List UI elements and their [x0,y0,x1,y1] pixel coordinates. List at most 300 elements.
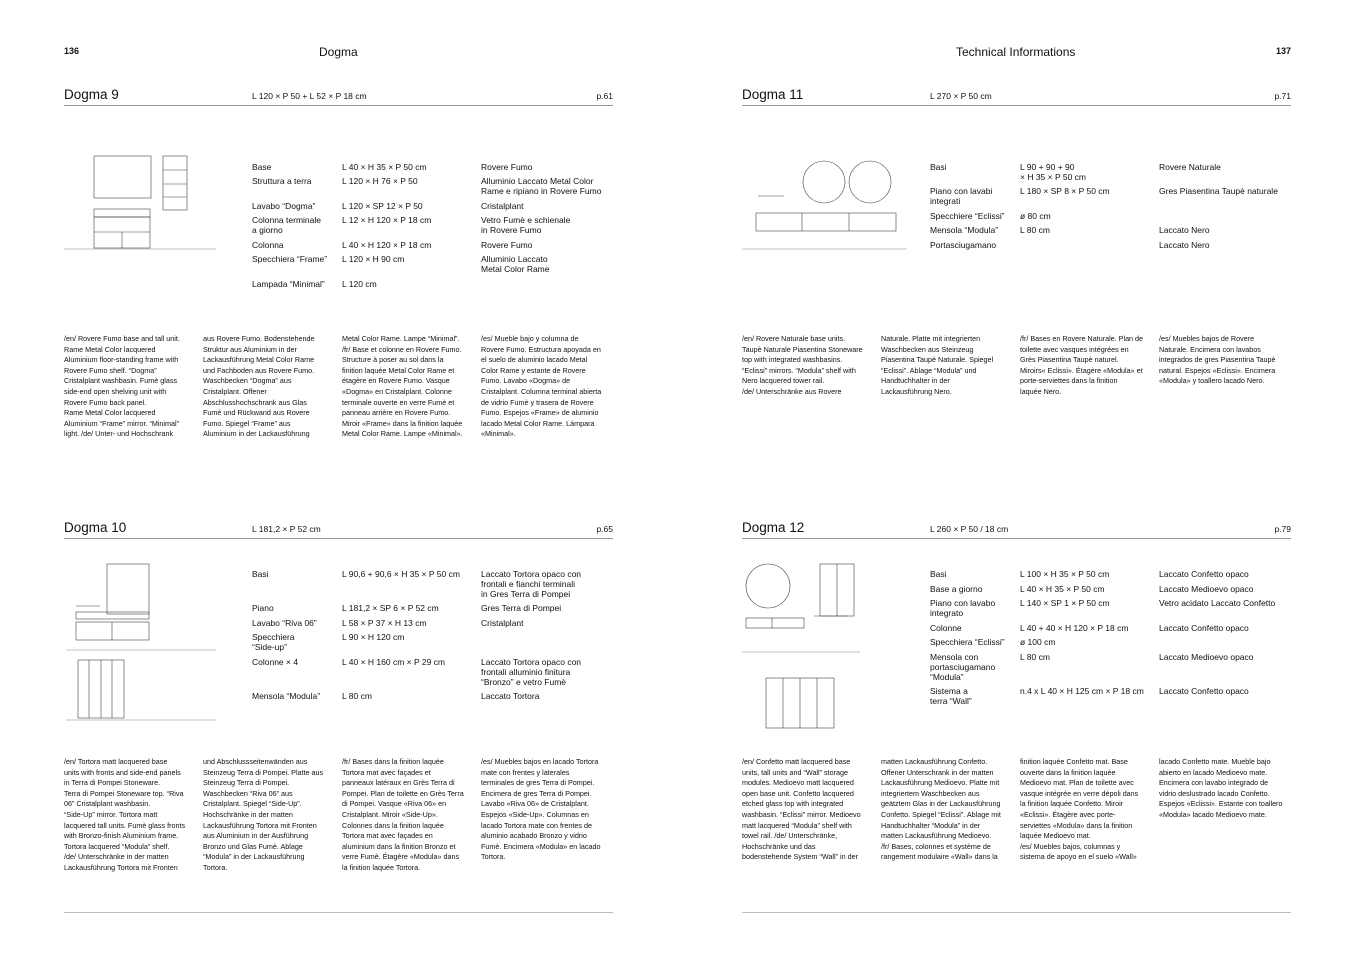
spec-name-line: Mensola con [930,652,979,662]
description-line: Handtuchhalter “Modula” in der [881,820,981,830]
description-line: Rame Metal Color lacquered [64,344,156,354]
description-line: Steinzeug Terra di Pompei. [203,778,290,788]
description-line: Fumo. Lavabo «Dogma» de [481,376,571,386]
description-line: geätztem Glas in der Lackausführung [881,799,1001,809]
spec-name [930,240,1018,250]
spec-name-line: Mensola “Modula” [252,691,321,701]
spec-finish-line: Rovere Naturale [1159,162,1221,172]
spec-finish-line: Alluminio Laccato [481,254,548,264]
description-line: panneau arrière en Rovere Fumo. [342,408,451,418]
spec-name [252,254,340,264]
description-line: /fr/ Bases dans la finition laquée [342,757,444,766]
section-page-ref: p.79 [1274,524,1291,534]
spec-name [930,686,1018,706]
spec-name [930,225,1018,235]
spec-finish [481,254,616,274]
spec-finish-line: Gres Piasentina Taupè naturale [1159,186,1278,196]
spec-name-line: a giorno [252,225,283,235]
spec-size-line: L 90 + 90 + 90 [1020,162,1075,172]
dogma-11-drawing [742,153,912,253]
description-line: «Eclissi». Étagère avec porte- [1020,809,1116,819]
description-line: lacquered tall units. Fumè glass fronts [64,820,186,830]
description-line: side-end open shelving unit with [64,386,167,396]
description-line: “Eclissi” mirrors. “Modula” shelf with [742,365,856,375]
description-line: /es/ Muebles bajos, columnas y [1020,841,1121,851]
description-line: lacado Metal Color Rame. Lámpara [481,418,595,428]
spec-finish-line: Laccato Tortora opaco con [481,657,582,667]
spec-name [252,618,340,628]
section-rule [742,105,1291,106]
spec-size-line: L 40 + 40 × H 120 × P 18 cm [1020,623,1129,633]
description-line: Lavabo «Riva 06» de Cristalplant. [481,799,589,809]
spec-finish [481,240,616,250]
description-line: Espejos «Side-Up». Columnas en [481,809,589,819]
section-title: Dogma 9 [64,87,119,102]
description-line: Tortora lacquered “Modula” shelf. [64,841,170,851]
spec-name-line: Mensola “Modula” [930,225,999,235]
description-line: porte-serviettes dans la finition [1020,376,1118,386]
spec-finish-line: Laccato Confetto opaco [1159,569,1249,579]
spec-name [252,603,340,613]
spec-finish [481,215,616,235]
spec-size [1020,584,1158,594]
spec-finish-line: “Bronzo” e vetro Fumè [481,677,567,687]
description-line: di Pompei. Vasque «Riva 06» en [342,799,447,809]
description-line: /fr/ Bases, colonnes et système de [881,841,991,851]
description-line: Terra di Pompei Stoneware top. “Riva [64,788,184,798]
spec-name [252,162,340,172]
spec-finish [1159,569,1294,579]
description-line: étagère en Rovere Fumo. Vasque [342,376,450,386]
description-line: Struktur aus Aluminium in der [203,344,297,354]
spec-finish-line: Rovere Fumo [481,162,533,172]
spec-finish [1159,162,1294,172]
spec-finish-line: Laccato Medioevo opaco [1159,652,1254,662]
spec-name-line: Specchiere “Eclissi” [930,211,1005,221]
description-line: serviettes «Modula» dans la finition [1020,820,1133,830]
spec-size-line: L 40 × H 35 × P 50 cm [342,162,427,172]
spec-size-line: L 40 × H 160 cm × P 29 cm [342,657,446,667]
spec-size [342,603,480,613]
description-line: mate con frentes y laterales [481,767,570,777]
description-line: /es/ Mueble bajo y columna de [481,334,579,343]
spec-size [1020,569,1158,579]
description-column [342,757,476,874]
description-line: Piasentina Taupè Naturale. Spiegel [881,355,994,365]
description-line: «Modula» lacado Medioevo mate. [1159,809,1267,819]
description-line: Taupè Naturale Piasentina Stoneware [742,344,863,354]
description-line: Lackausführung Nero. [881,386,952,396]
description-line: terminale ouverte en verre Fumè et [342,397,455,407]
description-line: aluminio acabado Bronzo y vidrio [481,831,587,841]
description-line: vasque intégrée en verre dépoli dans [1020,788,1139,798]
spec-size-line: L 90 × H 120 cm [342,632,405,642]
description-line: /en/ Rovere Fumo base and tall unit. [64,334,180,343]
description-line: laquée Nero. [1020,386,1062,396]
section-title: Dogma 11 [742,87,804,102]
spec-name-line: Sistema a [930,686,968,696]
spec-size [342,279,480,289]
spec-size-line: L 140 × SP 1 × P 50 cm [1020,598,1110,608]
description-line: Hochschränke und das [742,841,816,851]
spec-size [1020,623,1158,633]
spec-finish-line: in Rovere Fumo [481,225,542,235]
description-line: abierto en lacado Medioevo mate. [1159,767,1268,777]
description-line: units with fronts and side-end panels [64,767,181,777]
description-line: Cristalplant. Columna terminal abierta [481,386,602,396]
spec-name-line: Piano con lavabi [930,186,993,196]
description-column [881,757,1015,863]
description-line: matten Lackausführung Medioevo. [881,831,992,841]
spec-name [252,201,340,211]
description-line: «Modula» y toallero lacado Nero. [1159,376,1265,386]
spec-finish [481,657,616,687]
spec-name-line: Specchiera [252,632,295,642]
description-line: Structure à poser au sol dans la [342,355,444,365]
spec-finish-line: Vetro acidato Laccato Confetto [1159,598,1276,608]
spec-finish [481,618,616,628]
spec-name-line: Lampada “Minimal” [252,279,325,289]
spec-size [342,254,480,264]
description-line: top with integrated washbasins. [742,355,843,365]
left-footer-rule [64,912,613,913]
description-line: Waschbecken “Riva 06” aus [203,788,293,798]
spec-size [342,201,480,211]
spec-size [1020,652,1158,662]
description-line: Bronzo und Glas Fumè. Ablage [203,841,303,851]
description-line: Grès Piasentina Taupè naturel. [1020,355,1119,365]
right-footer-rule [742,912,1291,913]
description-line: Cristalplant. Offener [203,386,267,396]
spec-name-line: portasciugamano [930,662,996,672]
section-page-ref: p.65 [596,524,613,534]
right-running-title: Technical Informations [956,45,1076,59]
description-line: Waschbecken “Dogma” aus [203,376,292,386]
spec-size-line: n.4 x L 40 × H 125 cm × P 18 cm [1020,686,1144,696]
description-line: towel rail. /de/ Unterschränke, [742,831,838,841]
spec-name-line: Struttura a terra [252,176,312,186]
description-line: /en/ Tortora matt lacquered base [64,757,168,766]
spec-name-line: Specchiera “Eclissi” [930,637,1005,647]
spec-name [930,162,1018,172]
description-line: Lackausführung Medioevo. Platte mit [881,778,1000,788]
description-line: Lackausführung Tortora mit Fronten [203,820,317,830]
spec-name-line: “Modula” [930,672,964,682]
dogma-10-drawing [64,560,220,726]
description-line: Steinzeug Terra di Pompei. Platte aus [203,767,324,777]
spec-finish-line: Cristalplant [481,201,524,211]
spec-finish-line: Gres Terra di Pompei [481,603,562,613]
description-line: integrados de gres Piasentina Taupè [1159,355,1276,365]
spec-size-line: L 12 × H 120 × P 18 cm [342,215,432,225]
spec-name-line: Basi [252,569,269,579]
dogma-12-drawing [742,560,912,730]
spec-finish [1159,598,1294,608]
spec-size-line: L 40 × H 120 × P 18 cm [342,240,432,250]
description-line: Nero lacquered tower rail. [742,376,825,386]
description-line: ouverte dans la finition laquée [1020,767,1116,777]
description-line: light. /de/ Unter- und Hochschrank [64,429,174,439]
spec-name [252,279,340,289]
spec-name [252,215,340,235]
spec-name [930,652,1018,682]
description-line: Tortora. [481,852,506,862]
description-line: terminales de gres Terra di Pompei. [481,778,595,788]
description-line: Miroirs« Eclissi». Étagère «Modula» et [1020,365,1143,375]
description-line: 06” Cristalplant washbasin. [64,799,151,809]
spec-size-line: ø 100 cm [1020,637,1056,647]
spec-finish [1159,623,1294,633]
description-line: /es/ Muebles bajos en lacado Tortora [481,757,599,766]
spec-finish [481,569,616,599]
spec-name-line: Piano [252,603,274,613]
spec-size-line: L 80 cm [342,691,372,701]
spec-size [1020,162,1158,182]
description-line: Medioevo mat. Plan de toilette avec [1020,778,1134,788]
description-line: la finition laquée Tortora. [342,862,421,872]
spec-name-line: Colonna terminale [252,215,321,225]
section-dimensions: L 270 × P 50 cm [930,91,992,101]
section-title: Dogma 10 [64,520,127,535]
spec-size-line: L 120 × H 76 × P 50 [342,176,418,186]
description-line: Aluminium in der Lackausführung [203,429,310,439]
description-column [342,334,476,440]
spec-size-line: L 100 × H 35 × P 50 cm [1020,569,1110,579]
description-line: /en/ Rovere Naturale base units. [742,334,846,343]
section-dimensions: L 181,2 × P 52 cm [252,524,321,534]
spec-size-line: L 90,6 + 90,6 × H 35 × P 50 cm [342,569,460,579]
spec-size [1020,686,1158,696]
description-line: Confetto. Spiegel “Eclissi”. Ablage mit [881,809,1001,819]
spec-size [342,691,480,701]
spec-finish-line: Laccato Tortora [481,691,540,701]
description-line: Pompei. Plan de toilette en Grès Terra [342,788,464,798]
description-line: Lackausführung Tortora mit Fronten [64,862,178,872]
description-column [64,757,198,874]
spec-name [930,211,1018,221]
spec-size [342,215,480,225]
section-rule [742,538,1291,539]
description-line: in Terra di Pompei Stoneware. [64,778,161,788]
description-line: Offener Unterschrank in der matten [881,767,994,777]
spec-name [252,240,340,250]
description-line: Lackausführung Metal Color Rame [203,355,315,365]
description-line: “Modula” in der Lackausführung [203,852,305,862]
spec-size [342,176,480,186]
spec-finish [481,691,616,701]
description-line: Waschbecken aus Steinzeug [881,344,974,354]
spec-name-line: integrato [930,608,964,618]
description-line: washbasin. “Eclissi” mirror. Medioevo [742,809,861,819]
spec-finish-line: Rovere Fumo [481,240,533,250]
description-line: Fumè und Rückwand aus Rovere [203,408,310,418]
description-column [1159,757,1293,821]
section-rule [64,105,613,106]
spec-finish-line: Vetro Fumè e schienale [481,215,571,225]
spec-size-line: L 120 cm [342,279,377,289]
spec-name [252,691,340,701]
spec-size [1020,225,1158,235]
description-line: matten Lackausführung Confetto. [881,757,988,766]
description-line: Rame Metal Color lacquered [64,408,156,418]
right-page-number: 137 [1276,46,1292,56]
description-line: Encimera de gres Terra di Pompei. [481,788,592,798]
description-line: Fumo. Spiegel “Frame” aus [203,418,291,428]
spec-finish [1159,186,1294,196]
spec-name-line: Basi [930,162,947,172]
spec-size [1020,186,1158,196]
description-line: lacado Tortora mate con frentes de [481,820,592,830]
description-line: Colonnes dans la finition laquée [342,820,444,830]
description-line: Encimera con lavabo integrado de [1159,778,1269,788]
description-line: Metal Color Rame. Lampe «Minimal». [342,429,463,439]
spec-size [342,657,480,667]
description-line: /fr/ Bases en Rovere Naturale. Plan de [1020,334,1144,343]
description-line: laquée Medioevo mat. [1020,831,1091,841]
spec-name-line: Base [252,162,272,172]
description-line: aus Rovere Fumo. Bodenstehende [203,334,315,343]
section-page-ref: p.71 [1274,91,1291,101]
spec-size-line: L 58 × P 37 × H 13 cm [342,618,427,628]
spec-name-line: Piano con lavabo [930,598,996,608]
spec-finish-line: Laccato Medioevo opaco [1159,584,1254,594]
spec-size [342,162,480,172]
description-line: und Abschlussseitenwänden aus [203,757,308,766]
spec-size-line: L 80 cm [1020,225,1050,235]
spec-name [252,176,340,186]
section-dimensions: L 120 × P 50 + L 52 × P 18 cm [252,91,367,101]
spec-finish-line: Laccato Confetto opaco [1159,686,1249,696]
spec-name [930,569,1018,579]
spec-size-line: L 40 × H 35 × P 50 cm [1020,584,1105,594]
description-column [481,757,615,863]
description-line: lacado Confetto mate. Mueble bajo [1159,757,1271,766]
description-line: el suelo de aluminio lacado Metal [481,355,588,365]
description-line: Tortora mat avec façades en [342,831,433,841]
spec-finish [481,162,616,172]
section-title: Dogma 12 [742,520,805,535]
left-page-number: 136 [64,46,80,56]
spec-name [930,584,1018,594]
spec-finish [1159,652,1294,662]
description-column [881,334,1015,398]
description-line: integriertem Waschbecken aus [881,788,980,798]
description-line: Aluminium floor-standing frame with [64,355,179,365]
description-line: “Eclissi”. Ablage “Modula” und [881,365,977,375]
spec-name-line: Lavabo “Riva 06” [252,618,317,628]
description-line: matt lacquered “Modula” shelf with [742,820,852,830]
spec-finish [1159,584,1294,594]
description-line: Cristalplant washbasin. Fumè glass [64,376,178,386]
description-line: Metal Color Rame. Lampe “Minimal”. [342,334,460,343]
description-line: verre Fumè. Étagère «Modula» dans [342,852,460,862]
spec-finish-line: in Gres Terra di Pompei [481,589,571,599]
spec-name-line: Colonne × 4 [252,657,299,667]
spec-finish-line: Laccato Nero [1159,225,1210,235]
spec-name-line: terra “Wall” [930,696,972,706]
description-line: etched glass top with integrated [742,799,844,809]
spec-finish [481,176,616,196]
spec-finish-line: frontali alluminio finitura [481,667,571,677]
description-line: Naturale. Encimera con lavabos [1159,344,1261,354]
description-line: rangement modulaire «Wall» dans la [881,852,998,862]
spec-finish [481,603,616,613]
spec-name [252,657,340,667]
section-dimensions: L 260 × P 50 / 18 cm [930,524,1009,534]
spec-finish-line: frontali e fianchi terminali [481,579,576,589]
description-line: Hochschränke in der matten [203,809,293,819]
spec-name [252,569,340,579]
spec-size [1020,598,1158,608]
description-column [481,334,615,440]
spec-name [930,623,1018,633]
description-column [203,334,337,440]
spec-name-line: Basi [930,569,947,579]
description-line: Aluminium “Frame” mirror. “Minimal” [64,418,180,428]
description-line: natural. Espejos «Eclissi». Encimera [1159,365,1276,375]
spec-finish [1159,225,1294,235]
spec-finish-line: Metal Color Rame [481,264,550,274]
spec-name-line: Specchiera “Frame” [252,254,328,264]
description-column [1020,757,1154,863]
spec-size-line: L 80 cm [1020,652,1050,662]
spec-size [1020,637,1158,647]
spec-finish-line: Cristalplant [481,618,524,628]
spec-finish [1159,240,1294,250]
description-column [1159,334,1293,387]
description-column [742,757,876,863]
description-column [1020,334,1154,398]
spec-size-line: L 120 × H 90 cm [342,254,405,264]
description-line: units, tall units and “Wall” storage [742,767,848,777]
spec-name-line: Base a giorno [930,584,983,594]
description-line: Rovere Fumo back panel. [64,397,147,407]
description-column [203,757,337,874]
description-line: Fumè. Encimera «Modula» en lacado [481,841,601,851]
description-line: «Minimal». [481,429,516,439]
description-line: /fr/ Base et colonne en Rovere Fumo. [342,344,462,354]
spec-size-line: ø 80 cm [1020,211,1051,221]
description-line: aluminium dans la finition Bronzo et [342,841,456,851]
description-line: la finition laquée Confetto. Miroir [1020,799,1124,809]
description-line: “Side-Up” mirror. Tortora matt [64,809,158,819]
description-line: Miroir «Frame» dans la finition laquée [342,418,463,428]
description-line: /es/ Muebles bajos de Rovere [1159,334,1255,343]
description-line: /de/ Unterschränke in der matten [64,852,169,862]
description-line: Abschlusshochschrank aus Glas [203,397,307,407]
spec-name-line: Colonna [252,240,284,250]
section-page-ref: p.61 [596,91,613,101]
description-line: Cristalplant. Spiegel “Side-Up”. [203,799,302,809]
spec-finish-line: Laccato Tortora opaco con [481,569,582,579]
description-line: «Dogma» en Cristalplant. Colonne [342,386,452,396]
spec-size-line: L 181,2 × SP 6 × P 52 cm [342,603,439,613]
description-line: panneaux latéraux en Grès Terra di [342,778,455,788]
spec-name-line: Lavabo “Dogma” [252,201,316,211]
description-line: Rovere Fumo. Estructura apoyada en [481,344,601,354]
spec-name-line: Portasciugamano [930,240,997,250]
description-line: Cristalplant. Miroir «Side-Up». [342,809,438,819]
spec-finish-line: Rame e ripiano in Rovere Fumo [481,186,602,196]
spec-finish [1159,686,1294,696]
description-line: with Bronzo-finish Aluminium frame. [64,831,179,841]
description-line: toilette avec vasques intégrées en [1020,344,1129,354]
spec-finish-line: Laccato Confetto opaco [1159,623,1249,633]
description-line: modules. Medioevo matt lacquered [742,778,854,788]
spec-size-line: × H 35 × P 50 cm [1020,172,1086,182]
description-line: bodenstehende System “Wall” in der [742,852,858,862]
description-line: finition laquée Confetto mat. Base [1020,757,1128,766]
